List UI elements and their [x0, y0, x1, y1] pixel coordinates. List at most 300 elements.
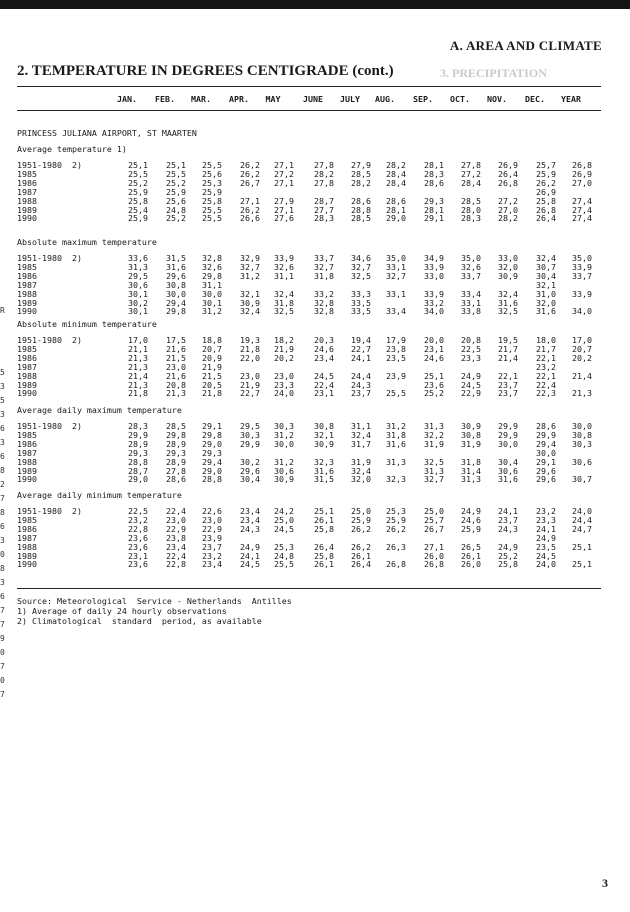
table-cell: 31,2 [274, 429, 294, 440]
table-cell: 23,0 [166, 514, 186, 525]
table-cell: 29,8 [166, 306, 186, 317]
table-cell: 29,8 [202, 429, 222, 440]
table-row [0, 307, 630, 316]
table-cell: 34,0 [572, 306, 592, 317]
table-cell: 21,6 [166, 370, 186, 381]
table-cell: 25,0 [274, 514, 294, 525]
table-cell: 32,0 [351, 474, 371, 485]
table-cell: 26,8 [536, 204, 556, 215]
row-label: 1988 [17, 195, 37, 206]
table-cell: 20,8 [461, 335, 481, 345]
table-cell: 32,3 [386, 474, 406, 485]
table-cell: 28,4 [461, 177, 481, 188]
table-cell: 33,8 [461, 306, 481, 317]
row-label: 1986 [17, 177, 37, 188]
table-cell: 28,4 [386, 168, 406, 179]
table-cell: 32,7 [314, 261, 334, 272]
table-cell: 28,8 [351, 204, 371, 215]
table-cell: 31,6 [314, 465, 334, 476]
table-cell: 26,4 [351, 559, 371, 570]
table-cell: 23,7 [498, 379, 518, 390]
table-cell: 18,2 [274, 335, 294, 345]
table-cell: 28,4 [386, 177, 406, 188]
table-cell: 31,3 [461, 474, 481, 485]
table-cell: 27,0 [572, 177, 592, 188]
margin-digit: 7 [0, 690, 5, 699]
table-cell: 22,9 [461, 388, 481, 399]
table-cell: 22,8 [128, 523, 148, 534]
table-row [0, 475, 630, 484]
table-cell: 25,9 [536, 168, 556, 179]
table-cell: 24,1 [536, 523, 556, 534]
table-cell: 25,9 [351, 514, 371, 525]
table-cell: 27,8 [461, 160, 481, 170]
table-cell: 33,7 [461, 270, 481, 281]
table-cell: 31,7 [351, 438, 371, 449]
table-cell: 28,3 [424, 168, 444, 179]
table-cell: 33,2 [424, 297, 444, 308]
margin-digit: 0 [0, 676, 5, 685]
table-cell: 33,1 [386, 288, 406, 299]
table-cell: 20,7 [202, 343, 222, 354]
row-label: 1951-1980 2) [17, 506, 82, 516]
column-header-row [0, 94, 630, 106]
table-cell: 30,3 [572, 438, 592, 449]
section-title: Absolute minimum temperature [17, 319, 157, 329]
column-header-june: JUNE [303, 94, 323, 104]
table-cell: 23,2 [536, 361, 556, 372]
table-cell: 21,1 [128, 343, 148, 354]
table-cell: 33,4 [386, 306, 406, 317]
table-cell: 32,8 [202, 253, 222, 263]
table-cell: 27,8 [166, 465, 186, 476]
table-cell: 28,1 [424, 160, 444, 170]
table-cell: 26,6 [240, 213, 260, 224]
table-cell: 24,3 [351, 379, 371, 390]
column-header-dec: DEC. [525, 94, 545, 104]
table-cell: 32,1 [314, 429, 334, 440]
table-cell: 30,0 [166, 288, 186, 299]
table-cell: 32,7 [424, 474, 444, 485]
left-margin-mark: R [0, 306, 5, 315]
row-label: 1987 [17, 186, 37, 197]
row-label: 1988 [17, 370, 37, 381]
table-cell: 22,1 [536, 352, 556, 363]
table-cell: 26,2 [351, 523, 371, 534]
table-cell: 29,9 [498, 429, 518, 440]
table-cell: 33,9 [572, 288, 592, 299]
row-label: 1987 [17, 532, 37, 543]
row-label: 1951-1980 2) [17, 253, 82, 263]
table-cell: 21,8 [240, 343, 260, 354]
table-cell: 26,2 [240, 168, 260, 179]
table-cell: 31,3 [128, 261, 148, 272]
table-cell: 17,0 [128, 335, 148, 345]
table-cell: 23,2 [536, 506, 556, 516]
table-cell: 24,3 [240, 523, 260, 534]
margin-digit: 8 [0, 508, 5, 517]
table-cell: 20,9 [202, 352, 222, 363]
table-cell: 27,0 [498, 204, 518, 215]
table-cell: 33,7 [572, 270, 592, 281]
table-cell: 33,0 [424, 270, 444, 281]
table-cell: 23,4 [202, 559, 222, 570]
table-cell: 25,8 [314, 523, 334, 534]
table-cell: 25,9 [461, 523, 481, 534]
table-cell: 32,1 [536, 279, 556, 290]
table-cell: 31,8 [461, 456, 481, 467]
table-cell: 32,6 [461, 261, 481, 272]
table-cell: 23,4 [166, 541, 186, 552]
table-cell: 31,6 [498, 474, 518, 485]
table-cell: 26,9 [572, 168, 592, 179]
page-title: 2. TEMPERATURE IN DEGREES CENTIGRADE (cont.) [17, 63, 394, 79]
table-cell: 33,9 [572, 261, 592, 272]
table-cell: 27,1 [274, 177, 294, 188]
table-cell: 25,8 [202, 195, 222, 206]
table-cell: 26,2 [351, 541, 371, 552]
table-cell: 30,3 [274, 421, 294, 431]
margin-digit: 7 [0, 662, 5, 671]
table-cell: 28,5 [351, 168, 371, 179]
table-cell: 25,0 [351, 506, 371, 516]
table-cell: 28,3 [461, 213, 481, 224]
table-cell: 31,2 [386, 421, 406, 431]
table-cell: 23,0 [240, 370, 260, 381]
table-row [0, 214, 630, 223]
table-cell: 21,8 [128, 388, 148, 399]
table-cell: 23,7 [498, 388, 518, 399]
table-cell: 30,6 [274, 465, 294, 476]
table-cell: 31,4 [461, 465, 481, 476]
table-cell: 33,7 [314, 253, 334, 263]
margin-digit: 6 [0, 452, 5, 461]
column-header-year: YEAR [561, 94, 581, 104]
margin-digit: 5 [0, 368, 5, 377]
table-cell: 18,8 [202, 335, 222, 345]
table-cell: 25,2 [498, 550, 518, 561]
table-cell: 33,1 [461, 297, 481, 308]
table-cell: 26,1 [314, 559, 334, 570]
table-cell: 25,6 [202, 168, 222, 179]
table-cell: 29,8 [166, 429, 186, 440]
table-cell: 31,9 [351, 456, 371, 467]
table-cell: 30,1 [128, 306, 148, 317]
table-cell: 31,5 [314, 474, 334, 485]
table-cell: 25,1 [314, 506, 334, 516]
table-cell: 27,8 [314, 160, 334, 170]
table-cell: 32,9 [240, 253, 260, 263]
table-cell: 21,3 [128, 379, 148, 390]
table-cell: 25,1 [424, 370, 444, 381]
table-cell: 30,9 [240, 297, 260, 308]
table-cell: 25,5 [166, 168, 186, 179]
table-cell: 24,6 [424, 352, 444, 363]
table-cell: 23,7 [498, 514, 518, 525]
row-label: 1989 [17, 550, 37, 561]
table-cell: 21,5 [202, 370, 222, 381]
table-cell: 31,6 [386, 438, 406, 449]
table-cell: 24,1 [351, 352, 371, 363]
table-cell: 26,2 [536, 177, 556, 188]
row-label: 1987 [17, 279, 37, 290]
table-cell: 23,3 [536, 514, 556, 525]
margin-digit: 3 [0, 382, 5, 391]
table-cell: 25,9 [166, 186, 186, 197]
row-label: 1987 [17, 361, 37, 372]
table-cell: 22,6 [202, 506, 222, 516]
table-cell: 29,4 [202, 456, 222, 467]
table-cell: 24,6 [314, 343, 334, 354]
row-label: 1990 [17, 388, 37, 399]
table-cell: 25,3 [386, 506, 406, 516]
table-cell: 28,1 [386, 204, 406, 215]
table-cell: 29,1 [202, 421, 222, 431]
table-cell: 25,2 [166, 213, 186, 224]
table-cell: 31,1 [351, 421, 371, 431]
table-cell: 26,7 [424, 523, 444, 534]
table-cell: 30,6 [572, 456, 592, 467]
table-cell: 32,4 [498, 288, 518, 299]
table-cell: 28,3 [314, 213, 334, 224]
table-cell: 28,2 [498, 213, 518, 224]
table-cell: 23,6 [128, 559, 148, 570]
table-cell: 23,8 [386, 343, 406, 354]
table-cell: 29,5 [240, 421, 260, 431]
table-cell: 29,9 [240, 438, 260, 449]
table-cell: 29,0 [202, 465, 222, 476]
table-cell: 25,0 [424, 506, 444, 516]
table-cell: 34,0 [424, 306, 444, 317]
row-label: 1951-1980 2) [17, 335, 82, 345]
table-cell: 32,4 [351, 429, 371, 440]
table-cell: 22,7 [240, 388, 260, 399]
table-cell: 27,8 [314, 177, 334, 188]
table-cell: 24,8 [274, 550, 294, 561]
table-cell: 23,6 [424, 379, 444, 390]
table-cell: 30,8 [572, 429, 592, 440]
table-cell: 20,5 [202, 379, 222, 390]
row-label: 1988 [17, 541, 37, 552]
row-label: 1986 [17, 523, 37, 534]
table-cell: 23,2 [128, 514, 148, 525]
column-header-may: MAY [265, 94, 281, 104]
table-cell: 32,6 [274, 261, 294, 272]
table-cell: 25,9 [386, 514, 406, 525]
table-cell: 22,3 [536, 388, 556, 399]
table-cell: 29,8 [202, 270, 222, 281]
margin-digit: 0 [0, 648, 5, 657]
table-cell: 25,7 [536, 160, 556, 170]
table-cell: 33,9 [424, 261, 444, 272]
table-cell: 29,9 [128, 429, 148, 440]
table-cell: 29,1 [424, 213, 444, 224]
table-cell: 22,7 [351, 343, 371, 354]
margin-digit: 7 [0, 606, 5, 615]
table-cell: 24,9 [498, 541, 518, 552]
column-header-mar: MAR. [191, 94, 211, 104]
table-cell: 21,9 [202, 361, 222, 372]
table-cell: 31,8 [386, 429, 406, 440]
table-cell: 25,5 [202, 213, 222, 224]
table-cell: 32,3 [314, 456, 334, 467]
margin-digit: 7 [0, 494, 5, 503]
table-cell: 24,8 [166, 204, 186, 215]
table-cell: 25,5 [128, 168, 148, 179]
row-label: 1989 [17, 465, 37, 476]
table-cell: 25,2 [128, 177, 148, 188]
margin-digit: 6 [0, 592, 5, 601]
table-cell: 25,8 [498, 559, 518, 570]
table-cell: 26,8 [572, 160, 592, 170]
table-cell: 23,6 [128, 541, 148, 552]
table-row [0, 560, 630, 569]
section-header: A. AREA AND CLIMATE [449, 38, 602, 53]
table-cell: 27,9 [274, 195, 294, 206]
table-cell: 35,0 [386, 253, 406, 263]
table-cell: 29,1 [536, 456, 556, 467]
table-cell: 35,0 [461, 253, 481, 263]
margin-digit: 3 [0, 536, 5, 545]
table-cell: 26,4 [536, 213, 556, 224]
table-cell: 33,1 [386, 261, 406, 272]
table-cell: 25,7 [424, 514, 444, 525]
row-label: 1990 [17, 474, 37, 485]
table-cell: 27,2 [498, 195, 518, 206]
table-cell: 28,5 [351, 213, 371, 224]
table-cell: 30,9 [274, 474, 294, 485]
table-cell: 30,7 [572, 474, 592, 485]
table-cell: 30,4 [240, 474, 260, 485]
table-cell: 28,2 [386, 160, 406, 170]
table-cell: 30,2 [240, 456, 260, 467]
table-cell: 23,7 [351, 388, 371, 399]
table-cell: 27,9 [351, 160, 371, 170]
table-cell: 24,9 [536, 532, 556, 543]
table-cell: 27,4 [572, 204, 592, 215]
row-label: 1987 [17, 447, 37, 458]
table-cell: 24,2 [274, 506, 294, 516]
table-cell: 30,7 [536, 261, 556, 272]
table-cell: 34,9 [424, 253, 444, 263]
table-cell: 24,9 [240, 541, 260, 552]
margin-digit: 6 [0, 522, 5, 531]
table-cell: 30,0 [536, 447, 556, 458]
table-cell: 33,5 [351, 297, 371, 308]
table-cell: 22,9 [166, 523, 186, 534]
table-cell: 32,2 [424, 429, 444, 440]
table-cell: 21,9 [240, 379, 260, 390]
top-border-bar [0, 0, 630, 9]
section-title: Average daily minimum temperature [17, 490, 182, 500]
table-cell: 27,4 [572, 213, 592, 224]
table-cell: 28,6 [351, 195, 371, 206]
table-cell: 31,3 [424, 465, 444, 476]
table-cell: 22,8 [166, 559, 186, 570]
table-cell: 31,2 [202, 306, 222, 317]
margin-digit: 3 [0, 410, 5, 419]
table-cell: 29,4 [166, 297, 186, 308]
table-cell: 28,7 [128, 465, 148, 476]
table-cell: 21,3 [572, 388, 592, 399]
margin-digit: 9 [0, 634, 5, 643]
table-cell: 27,1 [424, 541, 444, 552]
table-cell: 26,8 [424, 559, 444, 570]
table-cell: 32,5 [351, 270, 371, 281]
table-cell: 32,5 [424, 456, 444, 467]
table-cell: 27,2 [461, 168, 481, 179]
table-cell: 32,0 [498, 261, 518, 272]
table-cell: 25,8 [128, 195, 148, 206]
header-rule [17, 110, 601, 111]
table-cell: 31,8 [314, 270, 334, 281]
table-cell: 19,5 [498, 335, 518, 345]
table-cell: 30,1 [202, 297, 222, 308]
table-cell: 30,2 [128, 297, 148, 308]
table-cell: 27,1 [240, 195, 260, 206]
column-header-feb: FEB. [155, 94, 175, 104]
table-cell: 24,5 [461, 379, 481, 390]
table-cell: 32,7 [240, 261, 260, 272]
table-cell: 24,7 [572, 523, 592, 534]
table-cell: 30,6 [498, 465, 518, 476]
table-cell: 22,0 [240, 352, 260, 363]
table-cell: 33,6 [128, 253, 148, 263]
table-cell: 24,1 [498, 506, 518, 516]
row-label: 1985 [17, 429, 37, 440]
table-cell: 31,3 [386, 456, 406, 467]
table-cell: 26,7 [240, 177, 260, 188]
row-label: 1989 [17, 297, 37, 308]
table-cell: 17,0 [572, 335, 592, 345]
row-label: 1951-1980 2) [17, 160, 82, 170]
table-cell: 31,6 [536, 306, 556, 317]
table-cell: 26,3 [386, 541, 406, 552]
table-cell: 21,3 [128, 352, 148, 363]
table-cell: 23,4 [240, 514, 260, 525]
table-cell: 32,1 [240, 288, 260, 299]
table-cell: 23,1 [314, 388, 334, 399]
table-cell: 34,6 [351, 253, 371, 263]
table-cell: 19,4 [351, 335, 371, 345]
table-cell: 24,5 [274, 523, 294, 534]
table-cell: 25,6 [166, 195, 186, 206]
margin-digit: 3 [0, 578, 5, 587]
table-cell: 27,7 [314, 204, 334, 215]
row-label: 1986 [17, 270, 37, 281]
row-label: 1985 [17, 261, 37, 272]
table-cell: 21,4 [498, 352, 518, 363]
table-cell: 28,9 [166, 438, 186, 449]
table-cell: 30,9 [461, 421, 481, 431]
table-cell: 33,9 [274, 253, 294, 263]
table-cell: 28,9 [166, 456, 186, 467]
table-cell: 32,7 [386, 270, 406, 281]
table-cell: 24,5 [314, 370, 334, 381]
table-cell: 30,0 [572, 421, 592, 431]
table-cell: 20,3 [314, 335, 334, 345]
table-cell: 23,9 [386, 370, 406, 381]
table-cell: 26,4 [314, 541, 334, 552]
table-cell: 31,2 [274, 456, 294, 467]
table-cell: 30,4 [498, 456, 518, 467]
source-line: Source: Meteorological Service - Netherlands Antilles [17, 596, 292, 606]
table-cell: 24,5 [240, 559, 260, 570]
row-label: 1951-1980 2) [17, 421, 82, 431]
column-header-apr: APR. [229, 94, 249, 104]
table-cell: 29,0 [202, 438, 222, 449]
table-cell: 32,0 [536, 297, 556, 308]
